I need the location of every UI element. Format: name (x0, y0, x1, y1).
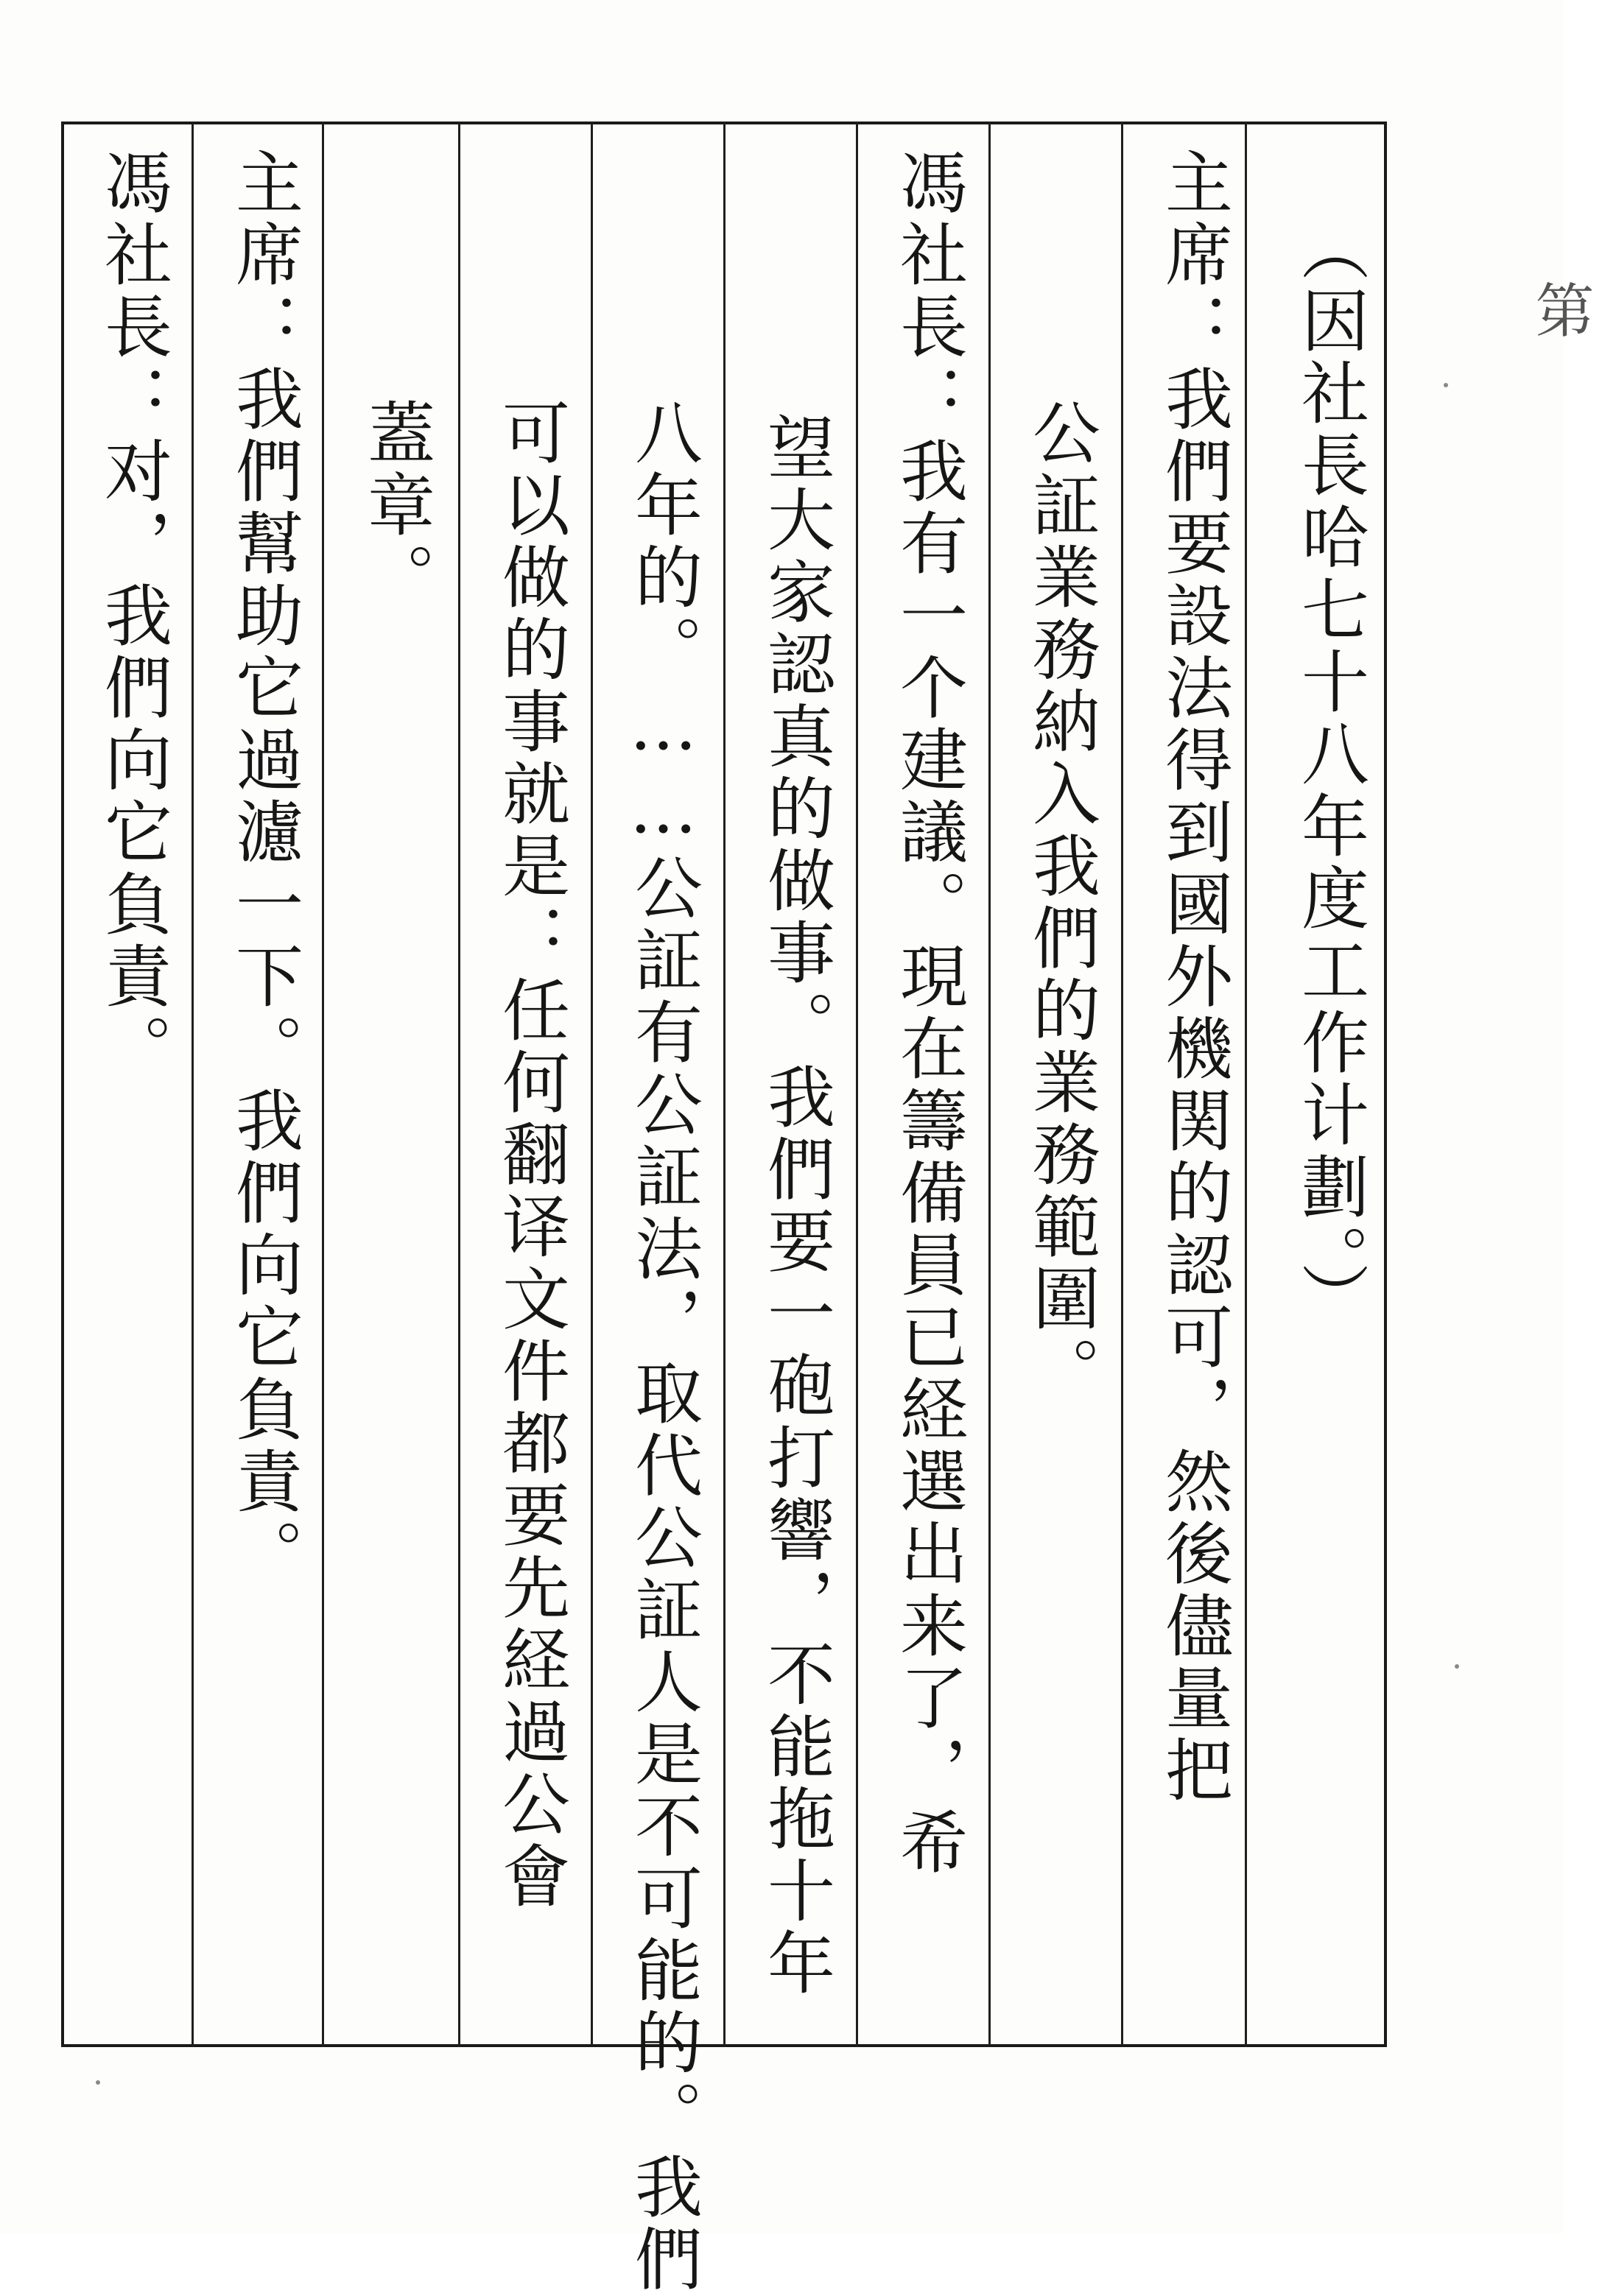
text-column-6: 可以做的事就是：任何翻译文件都要先経過公會 (491, 398, 570, 1913)
column-rule (192, 122, 194, 2047)
column-rule (322, 122, 324, 2047)
text-column-8: 主席：我們幫助它過濾一下。我們向它負責。 (225, 147, 303, 1591)
text-column-1: 主席：我們要設法得到國外機関的認可，然後儘量把 (1154, 147, 1233, 1807)
column-rule (723, 122, 726, 2047)
text-column-4: 望大家認真的做事。我們要一砲打響，不能拖十年 (756, 412, 835, 2000)
paper-speck (1444, 383, 1448, 387)
text-column-2: 公証業務納入我們的業務範圍。 (1022, 398, 1100, 1408)
column-rule (988, 122, 991, 2047)
paper-speck (96, 2080, 100, 2085)
heading-note: （因社長哈七十八年度工作计劃。） (1290, 214, 1369, 1334)
column-rule (1121, 122, 1123, 2047)
column-rule (458, 122, 460, 2047)
text-column-5: 八年的。……公証有公証法，取代公証人是不可能的。我們 (624, 398, 703, 2296)
paper-speck (1455, 1664, 1459, 1669)
text-column-7: 蓋章。 (356, 398, 435, 614)
page-edge-mark: 第 (1525, 280, 1594, 346)
column-rule (856, 122, 858, 2047)
column-rule (591, 122, 593, 2047)
text-column-3: 馮社長：我有一个建議。現在籌備員已経選出来了，希 (889, 147, 968, 1879)
text-column-9: 馮社長：对，我們向它負責。 (94, 147, 172, 1085)
